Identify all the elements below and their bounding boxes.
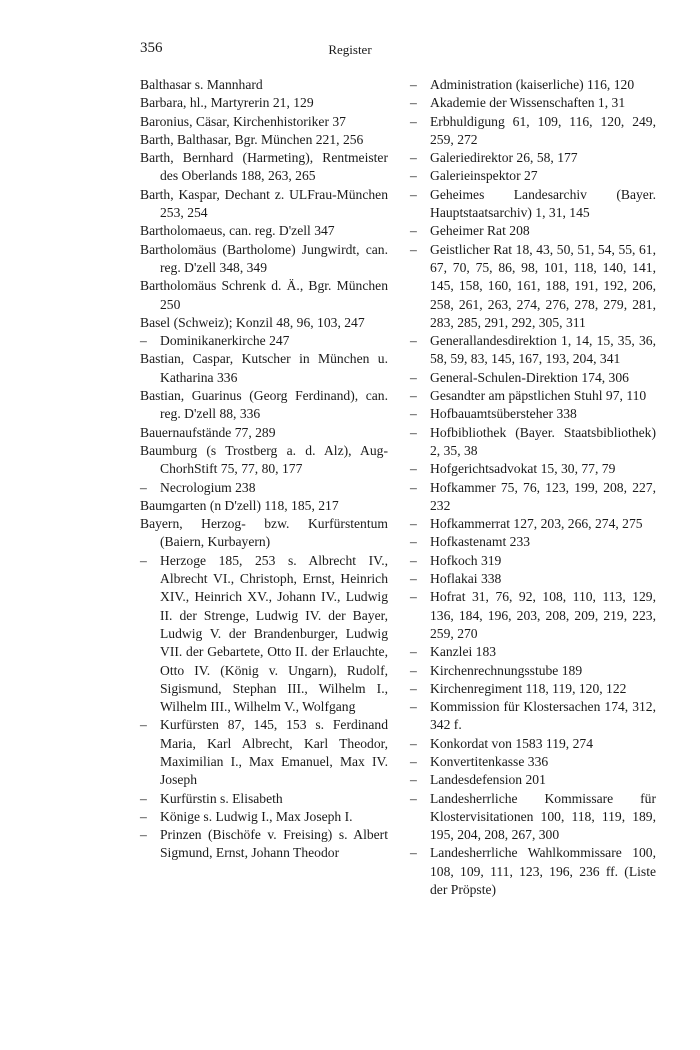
subentry-dash: –: [140, 552, 147, 568]
subentry-dash: –: [410, 644, 417, 660]
subentry-text: Administration (kaiserliche) 116, 120: [430, 77, 635, 92]
index-subentry: [410, 479, 656, 516]
index-subentry: [410, 332, 656, 369]
subentry-dash: –: [410, 516, 417, 532]
subentry-text: Hofkammer 75, 76, 123, 199, 208, 227, 232: [430, 479, 656, 513]
subentry-dash: –: [410, 150, 417, 166]
index-subentry: [410, 76, 656, 94]
subentry-dash: –: [410, 424, 417, 440]
subentry-dash: –: [410, 369, 417, 385]
subentry-text: Akademie der Wissenschaften 1, 31: [430, 95, 626, 111]
subentry-dash: –: [410, 552, 417, 568]
subentry-dash: –: [410, 388, 417, 404]
subentry-dash: –: [410, 735, 417, 751]
subentry-text: Galerieinspektor 27: [430, 168, 538, 184]
index-entry: Bastian, Caspar, Kutscher in München u. Katharina 336: [140, 351, 388, 385]
subentry-text: Landesherrliche Wahlkommissare 100, 108, 109, 111, 123, 196, 236 ff. (Liste der Pröpste): [430, 845, 656, 898]
subentry-dash: –: [410, 333, 417, 349]
subentry-text: Kirchenregiment 118, 119, 120, 122: [430, 680, 627, 696]
index-entry: Bayern, Herzog- bzw. Kurfürstentum (Baiern, Kurbayern): [140, 516, 388, 550]
index-subentry: [140, 808, 388, 826]
subentry-text: Galeriedirektor 26, 58, 177: [430, 150, 578, 166]
running-head: Register: [328, 42, 372, 57]
subentry-text: Landesherrliche Kommissare für Klostervisitationen 100, 118, 119, 189, 195, 204, 208, 267, 300: [430, 790, 656, 843]
index-entry: Baronius, Cäsar, Kirchenhistoriker 37: [140, 113, 346, 129]
subentry-dash: –: [410, 95, 417, 111]
subentry-text: Hofkastenamt 233: [430, 534, 531, 550]
subentry-dash: –: [410, 186, 417, 202]
index-subentry: [410, 241, 656, 332]
index-subentry: [410, 643, 656, 661]
index-subentry: [410, 588, 656, 643]
subentry-dash: –: [410, 241, 417, 257]
index-subentry: [410, 735, 656, 753]
subentry-dash: –: [410, 223, 417, 239]
index-subentry: [410, 387, 656, 405]
subentry-text: Hofgerichtsadvokat 15, 30, 77, 79: [430, 461, 616, 477]
index-entry: Bastian, Guarinus (Georg Ferdinand), can. reg. D'zell 88, 336: [140, 388, 388, 422]
subentry-text: Hofbauamtsübersteher 338: [430, 406, 577, 422]
index-subentry: [140, 332, 388, 350]
left-index-column: [140, 76, 388, 863]
index-subentry: [410, 790, 656, 845]
index-subentry: [410, 552, 656, 570]
index-subentry: [410, 698, 656, 735]
index-subentry: [410, 113, 656, 150]
index-entry: Balthasar s. Mannhard: [140, 77, 263, 92]
index-subentry: [410, 94, 656, 112]
subentry-dash: –: [140, 827, 147, 843]
subentry-text: Generallandesdirektion 1, 14, 15, 35, 36, 58, 59, 83, 145, 167, 193, 204, 341: [430, 333, 656, 367]
subentry-dash: –: [410, 845, 417, 861]
index-subentry: [410, 186, 656, 223]
subentry-text: Geistlicher Rat 18, 43, 50, 51, 54, 55, 61, 67, 70, 75, 86, 98, 101, 118, 140, 141, 145, 158, 160, 161, 188, 191, 192, 206, 258, 261, 263, 274, 276, 278, 279, 281, 283, 285, 291, 292, 305, 311: [430, 241, 656, 330]
subentry-dash: –: [410, 662, 417, 678]
subentry-dash: –: [140, 717, 147, 733]
index-subentry: [140, 826, 388, 863]
subentry-text: Prinzen (Bischöfe v. Freising) s. Albert Sigmund, Ernst, Johann Theodor: [160, 827, 388, 861]
index-subentry: [140, 716, 388, 789]
index-entry: Baumgarten (n D'zell) 118, 185, 217: [140, 497, 339, 513]
index-entry: Barth, Kaspar, Dechant z. ULFrau-München 253, 254: [140, 186, 388, 221]
subentry-text: Kurfürstin s. Elisabeth: [160, 790, 283, 806]
index-entry: Bartholomaeus, can. reg. D'zell 347: [140, 223, 335, 239]
right-index-column: [410, 76, 656, 899]
subentry-text: Hofrat 31, 76, 92, 108, 110, 113, 129, 136, 184, 196, 203, 208, 209, 219, 223, 259, 270: [430, 589, 656, 641]
subentry-text: Hoflakai 338: [430, 571, 502, 587]
subentry-dash: –: [410, 534, 417, 550]
subentry-text: Geheimes Landesarchiv (Bayer. Hauptstaatsarchiv) 1, 31, 145: [430, 186, 656, 221]
subentry-text: Erbhuldigung 61, 109, 116, 120, 249, 259, 272: [430, 113, 656, 147]
subentry-text: Kirchenrechnungsstube 189: [430, 662, 583, 678]
subentry-text: Kommission für Klostersachen 174, 312, 342 f.: [430, 699, 656, 733]
subentry-text: Kanzlei 183: [430, 644, 497, 660]
index-subentry: [410, 662, 656, 680]
subentry-dash: –: [410, 406, 417, 422]
index-subentry: [410, 844, 656, 899]
index-subentry: [410, 533, 656, 551]
subentry-dash: –: [140, 333, 147, 349]
index-subentry: [410, 570, 656, 588]
subentry-dash: –: [410, 113, 417, 129]
page-number: 356: [140, 40, 163, 56]
subentry-text: Hofkammerrat 127, 203, 266, 274, 275: [430, 516, 643, 532]
subentry-text: General-Schulen-Direktion 174, 306: [430, 369, 629, 385]
index-subentry: [410, 167, 656, 185]
index-subentry: [410, 149, 656, 167]
subentry-text: Hofkoch 319: [430, 552, 502, 568]
index-subentry: [140, 552, 388, 717]
index-subentry: [410, 424, 656, 461]
subentry-dash: –: [140, 790, 147, 806]
subentry-text: Dominikanerkirche 247: [160, 333, 290, 349]
index-subentry: [140, 790, 388, 808]
subentry-dash: –: [410, 699, 417, 715]
subentry-dash: –: [410, 77, 417, 92]
subentry-text: Necrologium 238: [160, 479, 256, 495]
index-subentry: [410, 771, 656, 789]
subentry-dash: –: [410, 168, 417, 184]
subentry-dash: –: [410, 571, 417, 587]
index-entry: Barth, Bernhard (Harmeting), Rentmeister des Oberlands 188, 263, 265: [140, 150, 388, 184]
subentry-text: Landesdefension 201: [430, 772, 546, 788]
subentry-dash: –: [410, 680, 417, 696]
subentry-text: Hofbibliothek (Bayer. Staatsbibliothek) 2, 35, 38: [430, 424, 656, 458]
subentry-text: Gesandter am päpstlichen Stuhl 97, 110: [430, 388, 647, 404]
index-subentry: [410, 405, 656, 423]
subentry-text: Kurfürsten 87, 145, 153 s. Ferdinand Maria, Karl Albrecht, Karl Theodor, Maximilian I., Max Emanuel, Max IV. Joseph: [160, 717, 388, 788]
subentry-text: Herzoge 185, 253 s. Albrecht IV., Albrecht VI., Christoph, Ernst, Heinrich XIV., Heinrich XV., Johann IV., Ludwig II. der Strenge, Ludwig IV. der Bayer, Ludwig V. der Brandenburger, Ludwig VII. der Gebartete, Otto II. der Erlauchte, Otto IV. (König v. Ungarn), Rudolf, Sigismund, Stephan III., Wilhelm I., Wilhelm III., Wilhelm V., Wolfgang: [160, 552, 388, 715]
index-subentry: [410, 753, 656, 771]
index-entry: Bartholomäus Schrenk d. Ä., Bgr. München 250: [140, 278, 388, 312]
index-entry: Barth, Balthasar, Bgr. München 221, 256: [140, 131, 364, 147]
subentry-dash: –: [410, 790, 417, 806]
subentry-text: Könige s. Ludwig I., Max Joseph I.: [160, 808, 353, 824]
subentry-text: Geheimer Rat 208: [430, 223, 530, 239]
index-subentry: [410, 515, 656, 533]
index-subentry: [410, 369, 656, 387]
subentry-text: Konkordat von 1583 119, 274: [430, 735, 593, 751]
index-subentry: [410, 680, 656, 698]
subentry-dash: –: [410, 479, 417, 495]
index-subentry: [140, 479, 388, 497]
index-entry: Barbara, hl., Martyrerin 21, 129: [140, 95, 314, 111]
subentry-dash: –: [140, 479, 147, 495]
subentry-dash: –: [140, 808, 147, 824]
subentry-dash: –: [410, 772, 417, 788]
subentry-dash: –: [410, 753, 417, 769]
index-subentry: [410, 222, 656, 240]
subentry-dash: –: [410, 461, 417, 477]
index-subentry: [410, 460, 656, 478]
index-entry: Bartholomäus (Bartholome) Jungwirdt, can. reg. D'zell 348, 349: [140, 241, 388, 275]
index-entry: Basel (Schweiz); Konzil 48, 96, 103, 247: [140, 314, 365, 330]
subentry-text: Konvertitenkasse 336: [430, 753, 549, 769]
index-entry: Bauernaufstände 77, 289: [140, 424, 276, 440]
subentry-dash: –: [410, 589, 417, 605]
index-entry: Baumburg (s Trostberg a. d. Alz), Aug-ChorhStift 75, 77, 80, 177: [140, 442, 388, 477]
